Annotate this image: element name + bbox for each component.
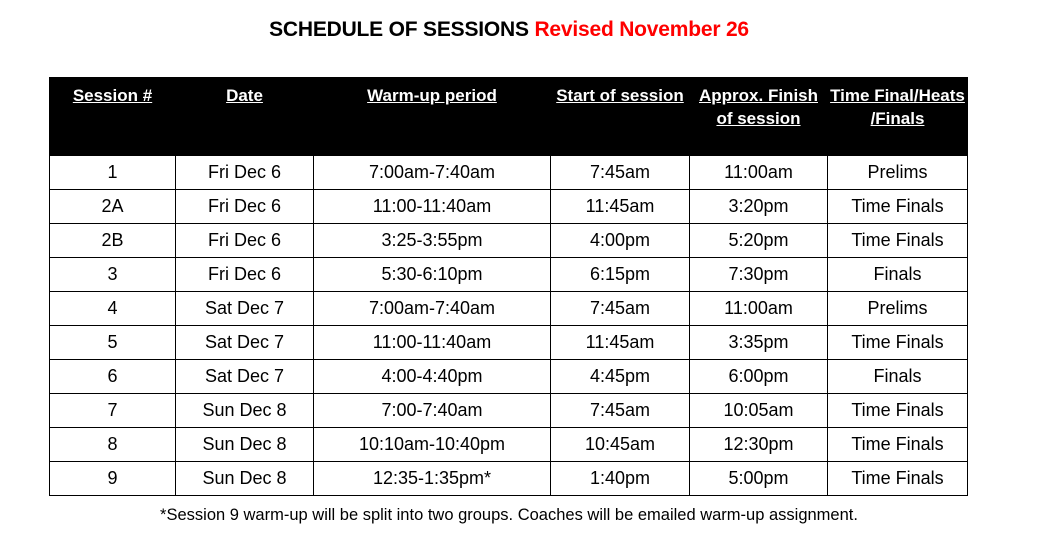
cell-type: Prelims — [828, 292, 968, 326]
cell-session: 2B — [50, 224, 176, 258]
table-row — [50, 156, 968, 190]
cell-start: 7:45am — [551, 394, 690, 428]
cell-type: Time Finals — [828, 190, 968, 224]
table-row — [50, 258, 968, 292]
table-row — [50, 360, 968, 394]
header-label: Time Final/Heats /Finals — [830, 86, 965, 128]
cell-type: Time Finals — [828, 326, 968, 360]
header-session — [50, 78, 176, 156]
cell-date: Sun Dec 8 — [176, 428, 314, 462]
cell-warmup: 10:10am-10:40pm — [314, 428, 551, 462]
cell-warmup: 11:00-11:40am — [314, 190, 551, 224]
header-start — [551, 78, 690, 156]
schedule-table-header — [50, 78, 968, 156]
cell-type: Finals — [828, 360, 968, 394]
cell-type: Finals — [828, 258, 968, 292]
cell-warmup: 5:30-6:10pm — [314, 258, 551, 292]
header-warmup — [314, 78, 551, 156]
cell-date: Sat Dec 7 — [176, 360, 314, 394]
table-row — [50, 394, 968, 428]
cell-type: Time Finals — [828, 394, 968, 428]
cell-finish: 7:30pm — [690, 258, 828, 292]
cell-type: Time Finals — [828, 462, 968, 496]
cell-warmup: 4:00-4:40pm — [314, 360, 551, 394]
cell-start: 11:45am — [551, 190, 690, 224]
cell-start: 6:15pm — [551, 258, 690, 292]
cell-start: 7:45am — [551, 292, 690, 326]
header-label: Start of session — [556, 86, 684, 105]
cell-start: 4:45pm — [551, 360, 690, 394]
header-row — [50, 78, 968, 156]
cell-start: 7:45am — [551, 156, 690, 190]
header-label: Approx. Finish of session — [699, 86, 818, 128]
cell-session: 1 — [50, 156, 176, 190]
cell-session: 3 — [50, 258, 176, 292]
cell-type: Time Finals — [828, 428, 968, 462]
cell-date: Sat Dec 7 — [176, 326, 314, 360]
cell-date: Fri Dec 6 — [176, 258, 314, 292]
cell-date: Fri Dec 6 — [176, 224, 314, 258]
header-type — [828, 78, 968, 156]
header-label: Date — [226, 86, 263, 105]
cell-finish: 11:00am — [690, 292, 828, 326]
cell-session: 9 — [50, 462, 176, 496]
cell-finish: 10:05am — [690, 394, 828, 428]
header-date — [176, 78, 314, 156]
header-finish — [690, 78, 828, 156]
cell-finish: 3:35pm — [690, 326, 828, 360]
cell-warmup: 7:00am-7:40am — [314, 156, 551, 190]
cell-finish: 5:00pm — [690, 462, 828, 496]
cell-date: Sun Dec 8 — [176, 394, 314, 428]
page-title — [0, 18, 1018, 42]
cell-finish: 3:20pm — [690, 190, 828, 224]
cell-warmup: 7:00am-7:40am — [314, 292, 551, 326]
header-label: Warm-up period — [367, 86, 497, 105]
title-main: SCHEDULE OF SESSIONS — [269, 18, 529, 41]
cell-session: 5 — [50, 326, 176, 360]
table-row — [50, 462, 968, 496]
schedule-table-body — [50, 156, 968, 496]
table-row — [50, 224, 968, 258]
cell-date: Fri Dec 6 — [176, 156, 314, 190]
cell-type: Time Finals — [828, 224, 968, 258]
cell-date: Sun Dec 8 — [176, 462, 314, 496]
cell-finish: 6:00pm — [690, 360, 828, 394]
cell-warmup: 7:00-7:40am — [314, 394, 551, 428]
cell-session: 7 — [50, 394, 176, 428]
table-row — [50, 428, 968, 462]
cell-finish: 12:30pm — [690, 428, 828, 462]
cell-finish: 5:20pm — [690, 224, 828, 258]
cell-warmup: 11:00-11:40am — [314, 326, 551, 360]
title-revised-note: Revised November 26 — [534, 18, 749, 41]
cell-warmup: 12:35-1:35pm* — [314, 462, 551, 496]
footnote: *Session 9 warm-up will be split into two groups. Coaches will be emailed warm-up assignment. — [160, 506, 858, 524]
cell-session: 4 — [50, 292, 176, 326]
cell-warmup: 3:25-3:55pm — [314, 224, 551, 258]
cell-session: 6 — [50, 360, 176, 394]
table-row — [50, 326, 968, 360]
header-label: Session # — [72, 86, 153, 105]
cell-start: 11:45am — [551, 326, 690, 360]
cell-date: Sat Dec 7 — [176, 292, 314, 326]
cell-session: 2A — [50, 190, 176, 224]
table-row — [50, 190, 968, 224]
cell-start: 10:45am — [551, 428, 690, 462]
cell-type: Prelims — [828, 156, 968, 190]
cell-start: 4:00pm — [551, 224, 690, 258]
cell-session: 8 — [50, 428, 176, 462]
cell-date: Fri Dec 6 — [176, 190, 314, 224]
schedule-table — [49, 77, 968, 496]
cell-start: 1:40pm — [551, 462, 690, 496]
table-row — [50, 292, 968, 326]
cell-finish: 11:00am — [690, 156, 828, 190]
